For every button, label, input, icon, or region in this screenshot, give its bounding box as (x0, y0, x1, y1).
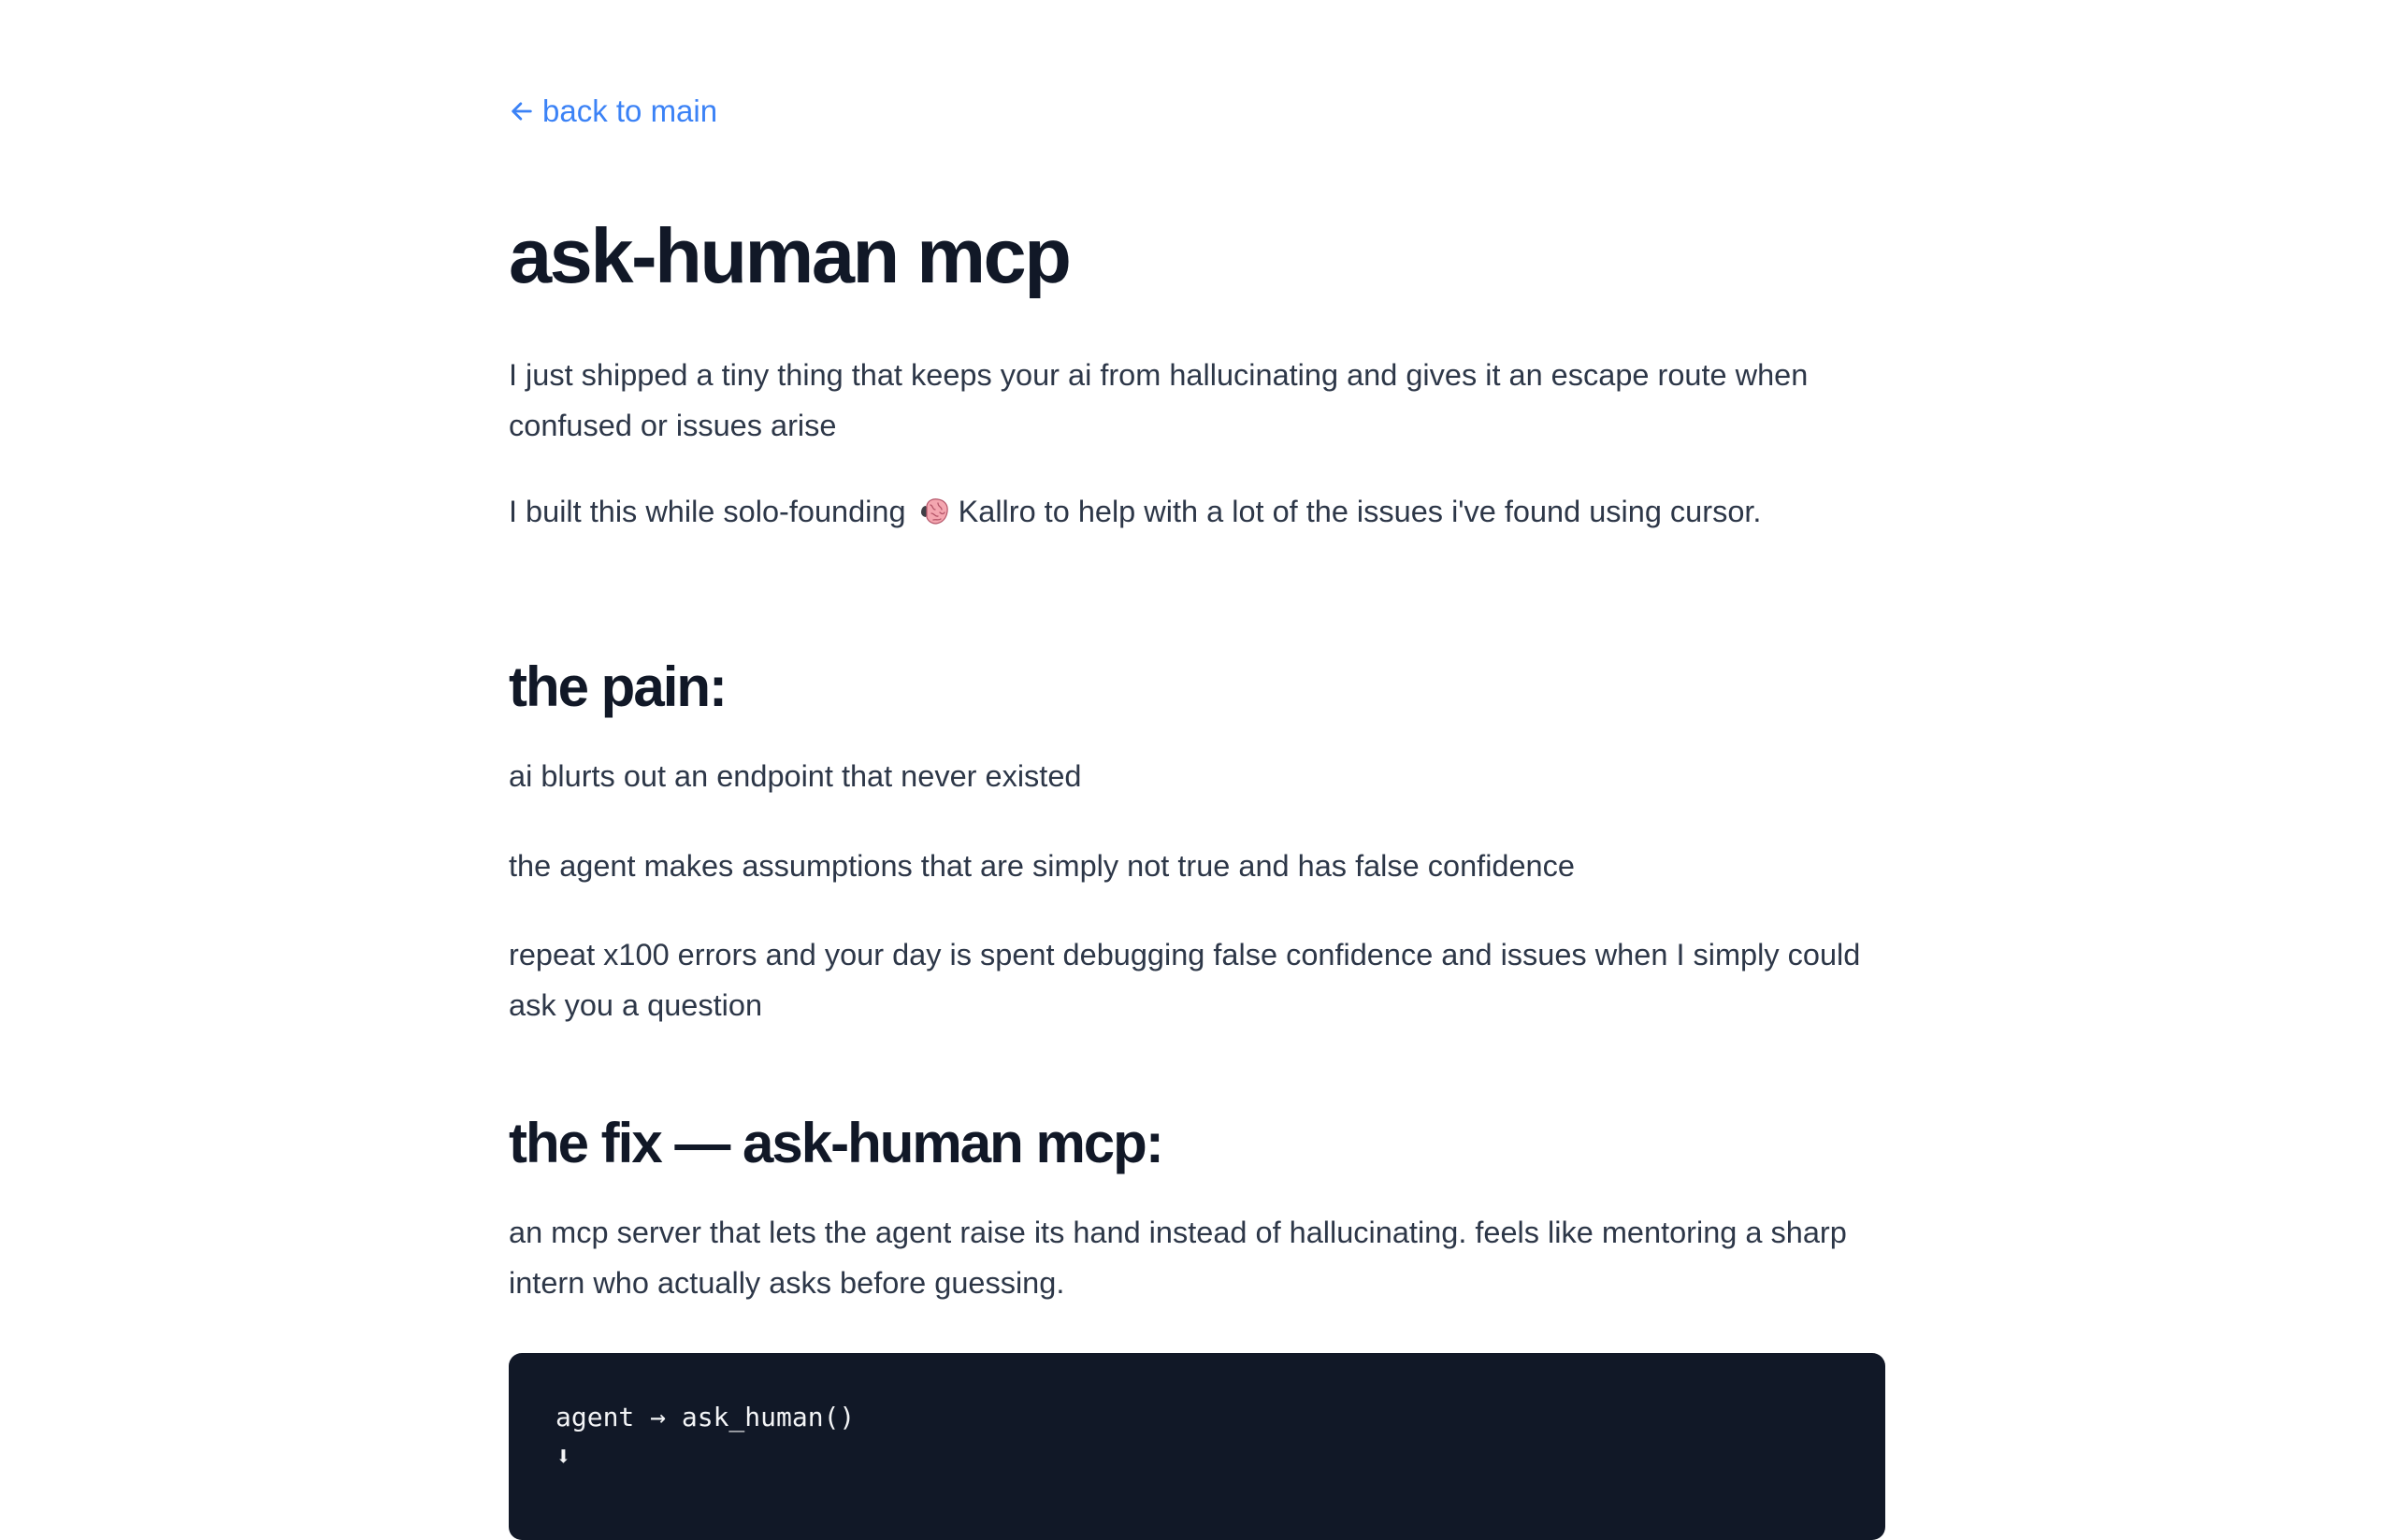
pain-item: ai blurts out an endpoint that never existed (509, 759, 1082, 793)
code-line: ⬇ (555, 1441, 571, 1472)
pain-item: repeat x100 errors and your day is spent debugging false confidence and issues when I simply could ask you a question (509, 938, 1861, 1022)
fix-heading: the fix — ask-human mcp: (509, 1112, 1162, 1174)
code-block (509, 1353, 1885, 1540)
pain-heading: the pain: (509, 655, 726, 718)
pain-item: the agent makes assumptions that are simply not true and has false confidence (509, 849, 1575, 883)
back-link-label: back to main (542, 94, 718, 128)
built-prefix: I built this while solo-founding (509, 495, 906, 528)
page-title: ask-human mcp (509, 212, 1070, 299)
fix-description: an mcp server that lets the agent raise its hand instead of hallucinating. feels like mentoring a sharp intern who actually asks before guessing. (509, 1216, 1847, 1300)
code-line: agent → ask_human() (555, 1402, 856, 1432)
arrow-left-icon (509, 98, 535, 124)
built-paragraph (509, 486, 1885, 537)
intro-paragraph: I just shipped a tiny thing that keeps your ai from hallucinating and gives it an escape route when confused or issues arise (509, 358, 1809, 442)
brain-emoji-icon (917, 495, 951, 528)
built-suffix: Kallro to help with a lot of the issues i've found using cursor. (958, 495, 1762, 528)
back-to-main-link[interactable] (509, 94, 717, 129)
